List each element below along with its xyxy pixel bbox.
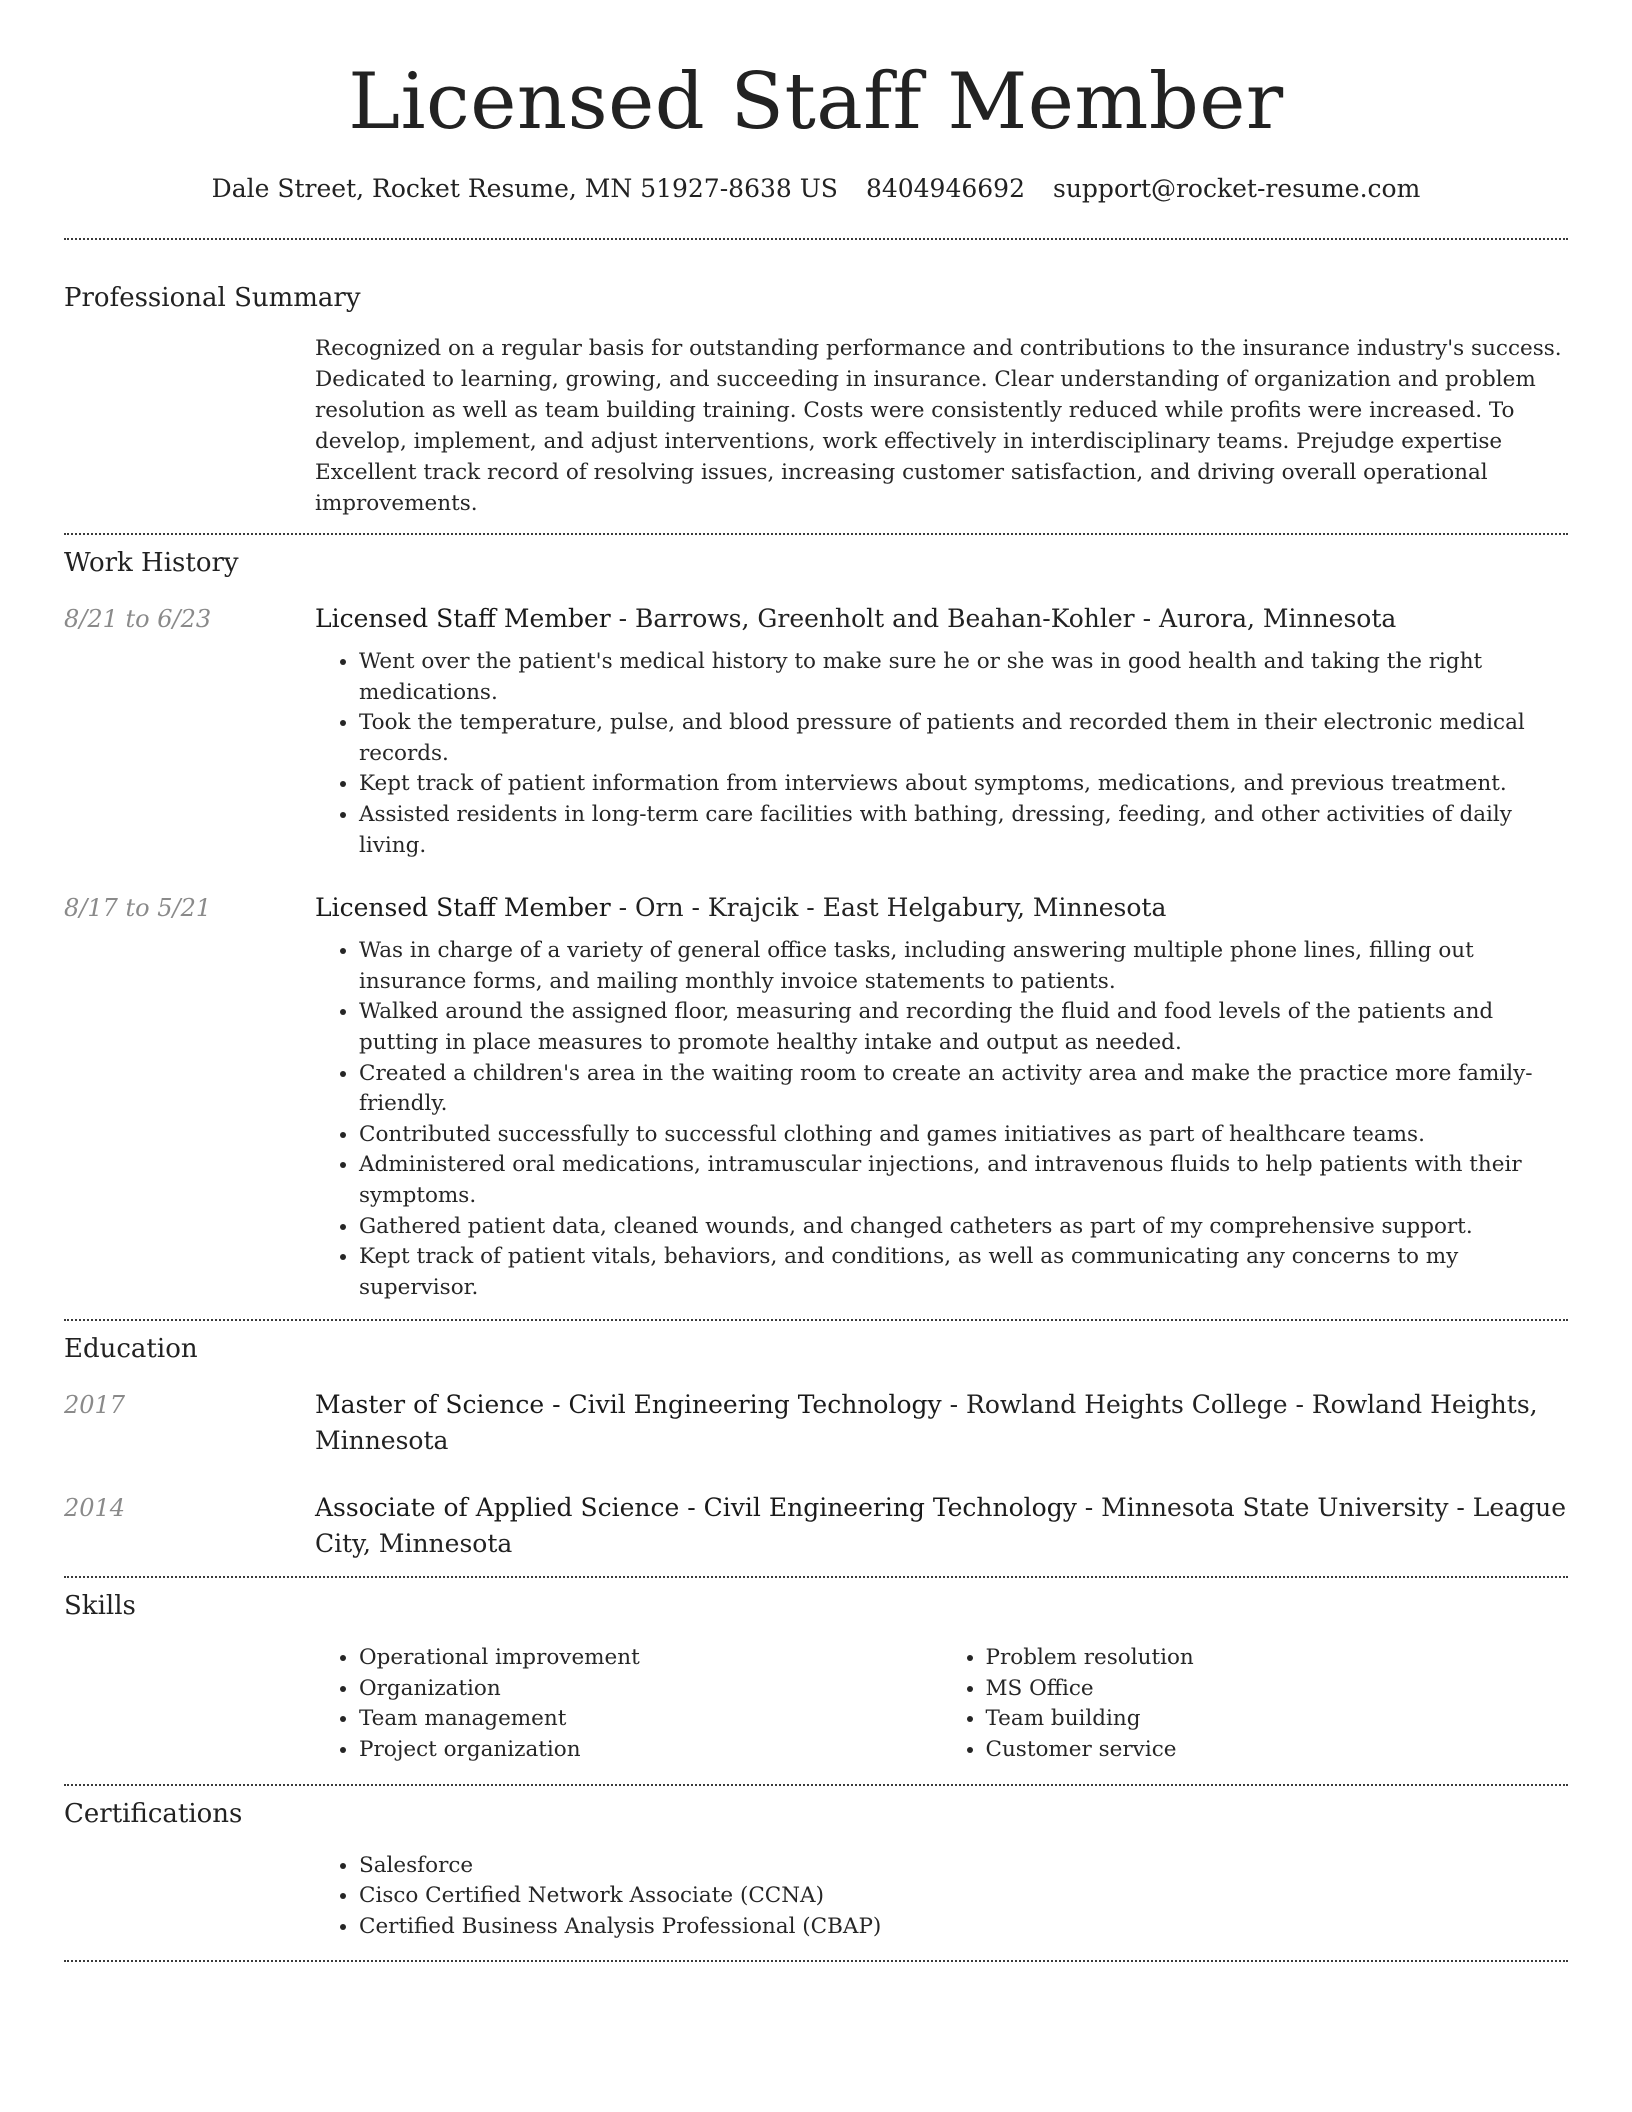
contact-address: Dale Street, Rocket Resume, MN 51927-8638 US bbox=[211, 174, 838, 203]
education-entry bbox=[64, 1490, 1568, 1562]
job-bullets bbox=[315, 647, 1568, 861]
list-item: • Contributed successfully to successful clothing and games initiatives as part of healthcare teams. bbox=[359, 1120, 1568, 1151]
certifications-section bbox=[64, 1786, 1568, 1943]
candidate-name: Licensed Staff Member bbox=[348, 57, 1284, 147]
list-item: • Certified Business Analysis Professional (CBAP) bbox=[359, 1912, 1568, 1943]
certifications-body bbox=[315, 1851, 1568, 1943]
contact-phone: 8404946692 bbox=[865, 174, 1025, 203]
resume-header bbox=[64, 0, 1568, 206]
list-item: • Went over the patient's medical history to make sure he or she was in good health and taking the right medications. bbox=[359, 647, 1568, 708]
job-entry bbox=[64, 890, 1568, 1303]
skills-title: Skills bbox=[64, 1591, 136, 1622]
job-title-line bbox=[315, 890, 1568, 926]
education-degree: Master of Science - Civil Engineering Technology bbox=[315, 1390, 942, 1420]
job-employer: - Orn - Krajcik - East Helgabury, Minnesota bbox=[610, 893, 1167, 923]
list-item: • Administered oral medications, intramuscular injections, and intravenous fluids to help patients with their symptoms. bbox=[359, 1150, 1568, 1211]
list-item: • Kept track of patient information from interviews about symptoms, medications, and previous treatment. bbox=[359, 769, 1568, 800]
job-dates: 8/21 to 6/23 bbox=[64, 605, 212, 633]
list-item: • Walked around the assigned floor, measuring and recording the fluid and food levels of the patients and putting in place measures to promote healthy intake and output as needed. bbox=[359, 997, 1568, 1058]
section-divider bbox=[64, 1960, 1568, 1962]
list-item: • Cisco Certified Network Associate (CCNA) bbox=[359, 1881, 1568, 1912]
summary-section bbox=[64, 240, 1568, 519]
list-item: • Organization bbox=[359, 1674, 942, 1705]
list-item: • Assisted residents in long-term care facilities with bathing, dressing, feeding, and other activities of daily living. bbox=[359, 800, 1568, 861]
list-item: • Salesforce bbox=[359, 1851, 1568, 1882]
list-item: • Team management bbox=[359, 1704, 942, 1735]
certifications-title: Certifications bbox=[64, 1798, 243, 1829]
job-role: Licensed Staff Member bbox=[315, 604, 611, 633]
education-details bbox=[315, 1490, 1568, 1562]
list-item: • Operational improvement bbox=[359, 1643, 942, 1674]
list-item: • MS Office bbox=[986, 1674, 1569, 1705]
job-body bbox=[315, 890, 1568, 1303]
skills-list-left bbox=[315, 1643, 942, 1765]
list-item: • Was in charge of a variety of general office tasks, including answering multiple phone lines, filling out insurance forms, and mailing monthly invoice statements to patients. bbox=[359, 936, 1568, 997]
contact-email: support@rocket-resume.com bbox=[1053, 174, 1421, 203]
job-body bbox=[315, 601, 1568, 861]
skills-grid bbox=[315, 1643, 1568, 1765]
education-title: Education bbox=[64, 1334, 198, 1365]
list-item: • Created a children's area in the waiting room to create an activity area and make the practice more family-friendly. bbox=[359, 1059, 1568, 1120]
education-school: - Rowland Heights College - Rowland Heights, Minnesota bbox=[315, 1390, 1538, 1456]
work-history-title: Work History bbox=[64, 548, 239, 578]
list-item: • Project organization bbox=[359, 1735, 942, 1766]
resume-page bbox=[64, 0, 1568, 1962]
education-entry bbox=[64, 1387, 1568, 1459]
job-bullets bbox=[315, 936, 1568, 1303]
list-item: • Team building bbox=[986, 1704, 1569, 1735]
summary-text: Recognized on a regular basis for outstanding performance and contributions to the insurance industry's success. Dedicated to learning, growing, and succeeding in insurance. Clear understanding of organization and problem resolution as well as team building training. Costs were consistently reduced while profits were increased. To develop, implement, and adjust interventions, work effectively in interdisciplinary teams. Prejudge expertise Excellent track record of resolving issues, increasing customer satisfaction, and driving overall operational improvements. bbox=[315, 336, 1562, 516]
list-item: • Problem resolution bbox=[986, 1643, 1569, 1674]
list-item: • Took the temperature, pulse, and blood pressure of patients and recorded them in their electronic medical records. bbox=[359, 708, 1568, 769]
job-employer: - Barrows, Greenholt and Beahan-Kohler - Aurora, Minnesota bbox=[610, 604, 1397, 633]
skills-list-right bbox=[942, 1643, 1569, 1765]
list-item: • Gathered patient data, cleaned wounds, and changed catheters as part of my comprehensive support. bbox=[359, 1212, 1568, 1243]
summary-title: Professional Summary bbox=[64, 283, 361, 313]
list-item: • Kept track of patient vitals, behaviors, and conditions, as well as communicating any concerns to my supervisor. bbox=[359, 1242, 1568, 1303]
education-year: 2014 bbox=[64, 1494, 126, 1523]
job-role: Licensed Staff Member bbox=[315, 893, 611, 923]
education-details bbox=[315, 1387, 1568, 1459]
job-dates: 8/17 to 5/21 bbox=[64, 894, 212, 923]
education-year: 2017 bbox=[64, 1391, 126, 1420]
certifications-list bbox=[315, 1851, 1568, 1943]
job-entry bbox=[64, 601, 1568, 861]
education-degree: Associate of Applied Science - Civil Engineering Technology bbox=[315, 1493, 1077, 1523]
contact-line bbox=[64, 172, 1568, 206]
list-item: • Customer service bbox=[986, 1735, 1569, 1766]
work-history-section bbox=[64, 535, 1568, 1303]
job-title-line bbox=[315, 601, 1568, 637]
education-section bbox=[64, 1321, 1568, 1562]
education-school: - Minnesota State University - League City, Minnesota bbox=[315, 1493, 1566, 1559]
skills-section bbox=[64, 1578, 1568, 1765]
